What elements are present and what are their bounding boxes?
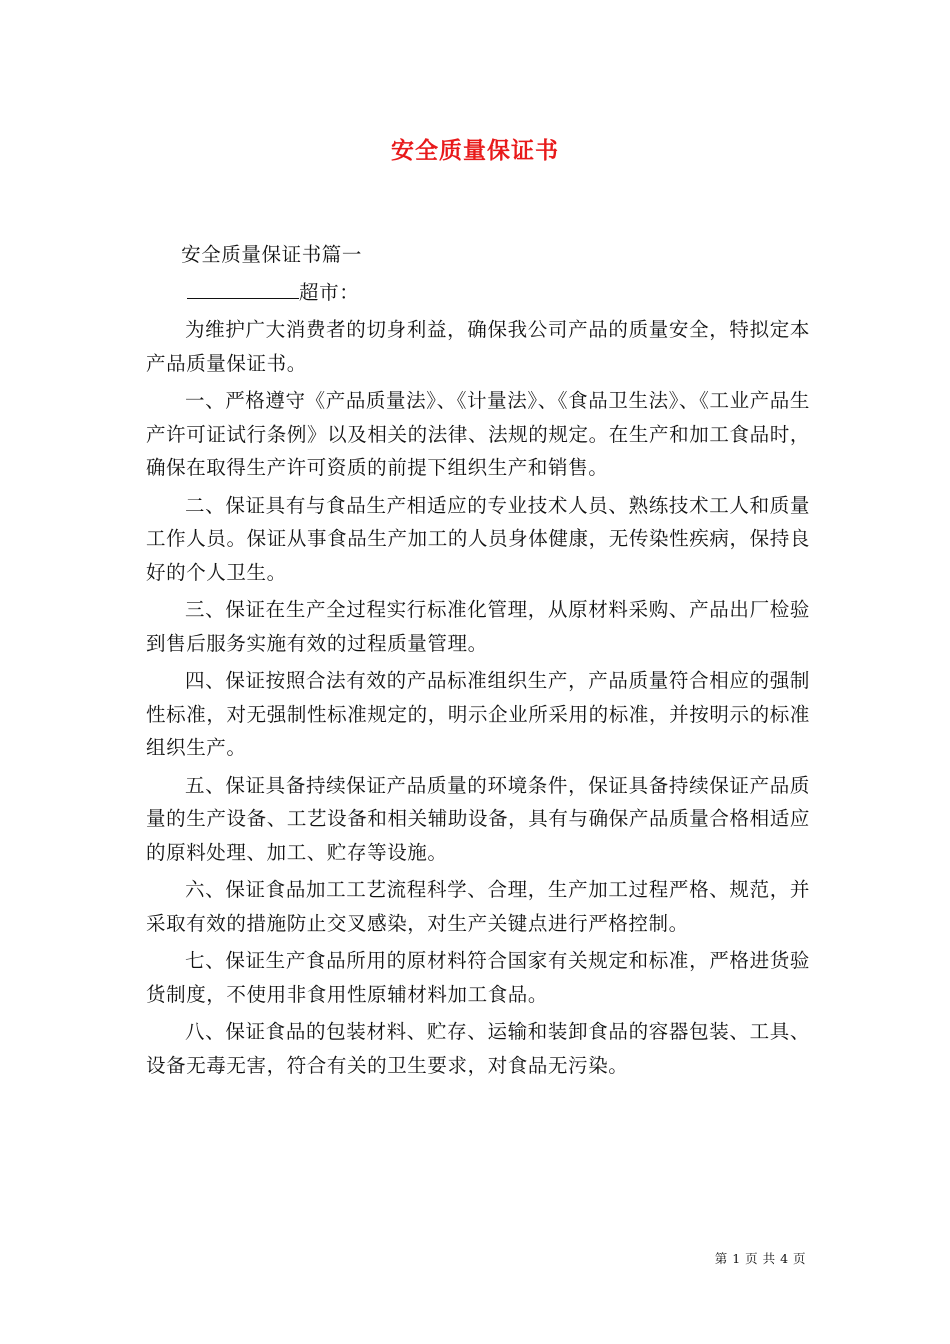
clause-paragraph-8: 八、保证食品的包装材料、贮存、运输和装卸食品的容器包装、工具、设备无毒无害，符合有关的卫生要求，对食品无污染。 xyxy=(146,1020,810,1077)
clause-paragraph-6: 六、保证食品加工工艺流程科学、合理，生产加工过程严格、规范，并采取有效的措施防止交叉感染，对生产关键点进行严格控制。 xyxy=(146,878,810,935)
section-heading: 安全质量保证书篇一 xyxy=(181,243,362,266)
clause-paragraph-4: 四、保证按照合法有效的产品标准组织生产，产品质量符合相应的强制性标准，对无强制性标准规定的，明示企业所采用的标准，并按明示的标准组织生产。 xyxy=(146,669,810,759)
clause-paragraph-3: 三、保证在生产全过程实行标准化管理，从原材料采购、产品出厂检验到售后服务实施有效的过程质量管理。 xyxy=(146,598,810,655)
intro-paragraph: 为维护广大消费者的切身利益，确保我公司产品的质量安全，特拟定本产品质量保证书。 xyxy=(146,318,810,375)
clause-paragraph-2: 二、保证具有与食品生产相适应的专业技术人员、熟练技术工人和质量工作人员。保证从事食品生产加工的人员身体健康，无传染性疾病，保持良好的个人卫生。 xyxy=(146,493,810,584)
clause-paragraph-7: 七、保证生产食品所用的原材料符合国家有关规定和标准，严格进货验货制度，不使用非食用性原辅材料加工食品。 xyxy=(146,949,810,1006)
page-title: 安全质量保证书 xyxy=(391,137,559,164)
clause-paragraph-1: 一、严格遵守《产品质量法》、《计量法》、《食品卫生法》、《工业产品生产许可证试行条例》以及相关的法律、法规的规定。在生产和加工食品时，确保在取得生产许可资质的前提下组织生产和销售。 xyxy=(146,389,810,479)
addressee-line xyxy=(146,276,810,310)
addressee-suffix: 超市： xyxy=(299,280,360,304)
page-number: 第 1 页 共 4 页 xyxy=(714,1251,806,1266)
document-body xyxy=(146,238,810,1082)
addressee-blank xyxy=(187,276,299,299)
clause-paragraph-5: 五、保证具备持续保证产品质量的环境条件，保证具备持续保证产品质量的生产设备、工艺设备和相关辅助设备，具有与确保产品质量合格相适应的原料处理、加工、贮存等设施。 xyxy=(146,773,810,864)
